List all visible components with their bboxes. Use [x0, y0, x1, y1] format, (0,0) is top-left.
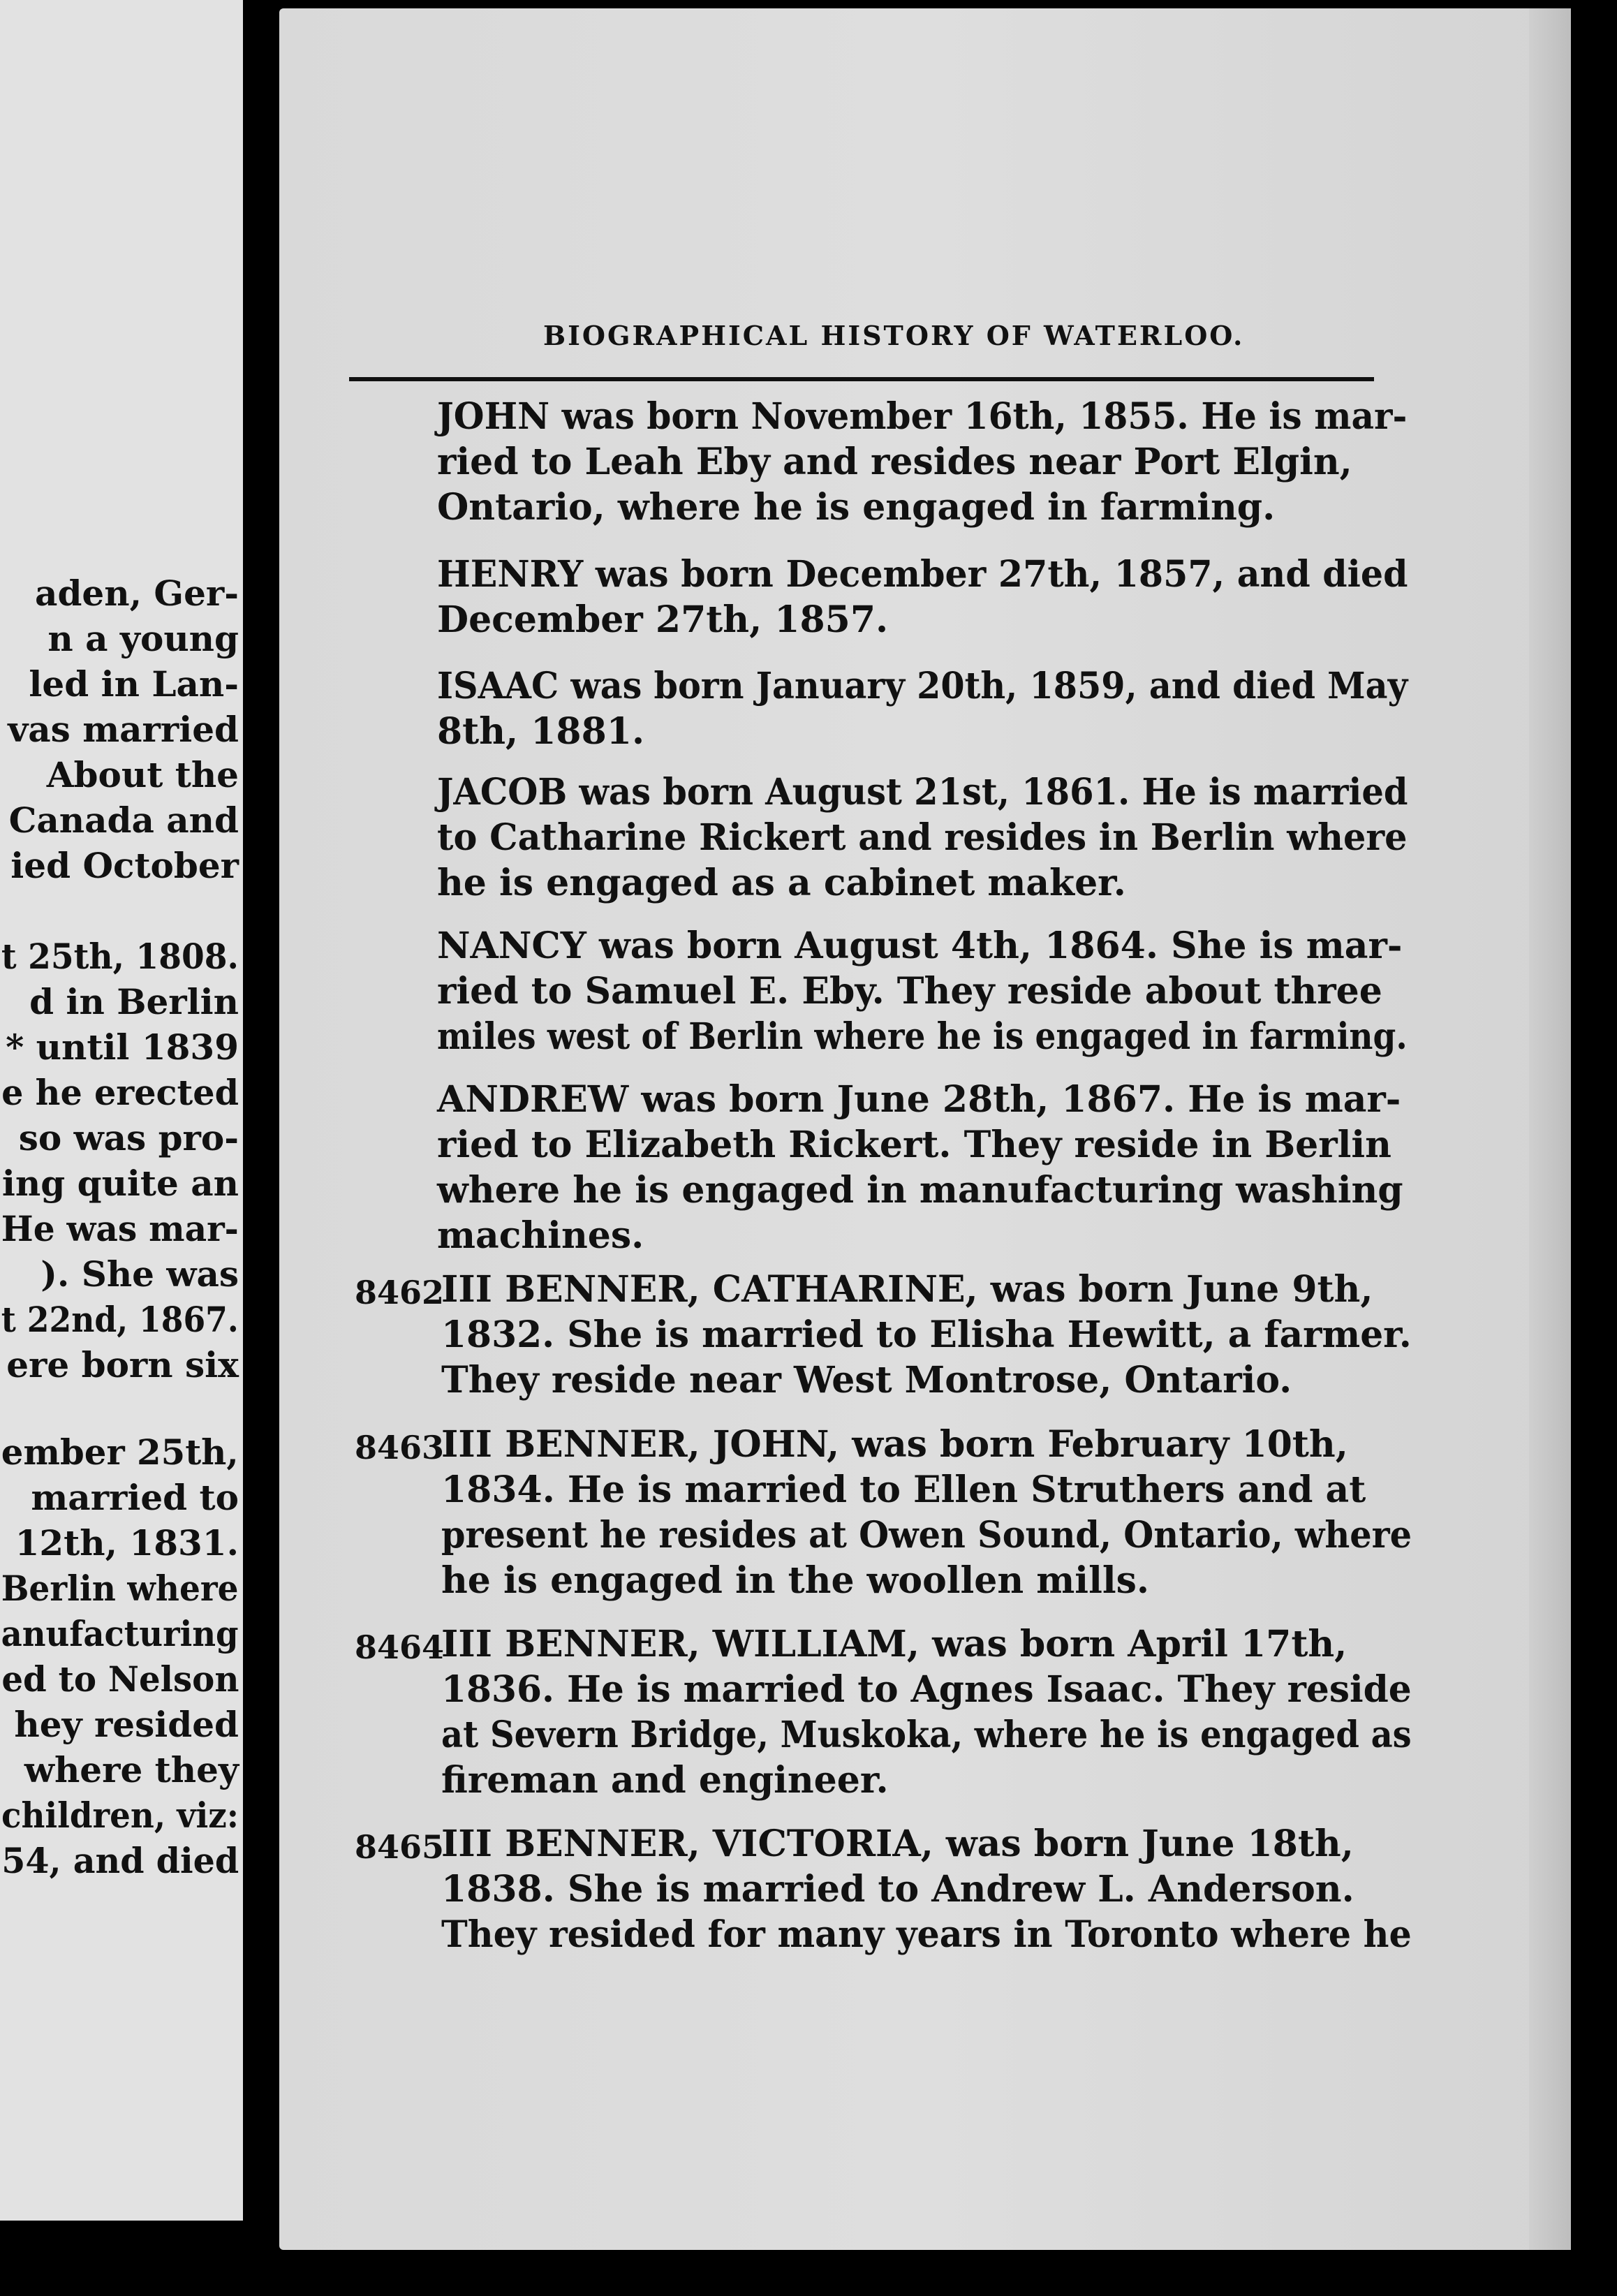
left-page-line: married to — [31, 1477, 239, 1518]
entry-number: 8463 — [355, 1429, 445, 1466]
entry-line: 1832. She is married to Elisha Hewitt, a farmer. — [441, 1313, 1412, 1356]
entry-line: JACOB was born August 21st, 1861. He is married — [437, 771, 1408, 814]
page-edge — [1529, 8, 1571, 2250]
entry-line: fireman and engineer. — [441, 1759, 889, 1802]
left-facing-page — [0, 0, 243, 2221]
entry-line: ISAAC was born January 20th, 1859, and died May — [437, 665, 1408, 707]
entry-line: III BENNER, CATHARINE, was born June 9th, — [441, 1268, 1373, 1311]
left-page-line: ed to Nelson — [1, 1658, 239, 1700]
left-page-line: 12th, 1831. — [15, 1522, 239, 1563]
left-page-line: hey resided — [14, 1704, 239, 1745]
entry-number: 8462 — [355, 1274, 445, 1311]
entry-line: HENRY was born December 27th, 1857, and died — [437, 553, 1408, 596]
entry-line: at Severn Bridge, Muskoka, where he is engaged as — [441, 1714, 1412, 1756]
left-page-line: ing quite an — [1, 1163, 239, 1204]
left-page-line: ). She was — [40, 1253, 239, 1295]
entry-line: 1838. She is married to Andrew L. Anderson. — [441, 1868, 1354, 1911]
left-page-line: 54, and died — [1, 1840, 239, 1881]
left-page-line: He was mar- — [1, 1208, 239, 1249]
left-page-line: ere born six — [6, 1344, 239, 1385]
left-page-line: aden, Ger- — [35, 573, 239, 614]
entry-line: where he is engaged in manufacturing washing — [437, 1169, 1403, 1212]
entry-line: ried to Samuel E. Eby. They reside about three — [437, 970, 1382, 1013]
entry-line: he is engaged in the woollen mills. — [441, 1559, 1149, 1602]
left-page-line: Berlin where — [1, 1568, 239, 1609]
left-page-line: d in Berlin — [29, 981, 239, 1022]
header-rule — [349, 377, 1374, 381]
entry-line: he is engaged as a cabinet maker. — [437, 862, 1126, 904]
entry-line: 1836. He is married to Agnes Isaac. They reside — [441, 1668, 1412, 1711]
left-page-line: n a young — [47, 618, 239, 659]
left-page-line: vas married — [8, 709, 239, 750]
entry-line: machines. — [437, 1214, 644, 1257]
left-page-line: so was pro- — [18, 1117, 239, 1158]
entry-line: ried to Leah Eby and resides near Port Elgin, — [437, 441, 1352, 483]
entry-line: Ontario, where he is engaged in farming. — [437, 486, 1276, 529]
entry-line: III BENNER, VICTORIA, was born June 18th, — [441, 1823, 1354, 1865]
running-head: BIOGRAPHICAL HISTORY OF WATERLOO. — [543, 320, 1245, 351]
entry-line: present he resides at Owen Sound, Ontario, where — [441, 1514, 1412, 1557]
left-page-line: Canada and — [8, 800, 239, 841]
left-page-line: children, viz: — [1, 1795, 239, 1836]
left-page-line: ember 25th, — [1, 1432, 239, 1473]
entry-line: December 27th, 1857. — [437, 598, 889, 641]
entry-line: miles west of Berlin where he is engaged in farming. — [437, 1015, 1408, 1058]
left-page-line: where they — [24, 1749, 239, 1790]
entry-line: to Catharine Rickert and resides in Berlin where — [437, 816, 1408, 859]
entry-line: NANCY was born August 4th, 1864. She is mar- — [437, 925, 1403, 967]
entry-line: They reside near West Montrose, Ontario. — [441, 1359, 1292, 1401]
left-page-line: t 25th, 1808. — [1, 936, 239, 977]
entry-line: JOHN was born November 16th, 1855. He is mar- — [437, 395, 1408, 438]
entry-line: They resided for many years in Toronto where he — [441, 1913, 1412, 1956]
entry-number: 8464 — [355, 1628, 445, 1666]
left-page-line: e he erected — [1, 1072, 239, 1113]
left-page-line: * until 1839 — [6, 1026, 239, 1068]
entry-line: III BENNER, WILLIAM, was born April 17th, — [441, 1623, 1348, 1665]
left-page-line: led in Lan- — [29, 663, 239, 705]
left-page-line: ied October — [10, 845, 239, 886]
left-page-line: About the — [46, 754, 239, 795]
entry-line: ANDREW was born June 28th, 1867. He is mar- — [437, 1078, 1401, 1121]
left-page-line: t 22nd, 1867. — [1, 1299, 239, 1340]
entry-number: 8465 — [355, 1828, 445, 1866]
entry-line: III BENNER, JOHN, was born February 10th, — [441, 1423, 1348, 1466]
entry-line: 8th, 1881. — [437, 710, 645, 753]
entry-line: ried to Elizabeth Rickert. They reside in Berlin — [437, 1124, 1391, 1166]
entry-line: 1834. He is married to Ellen Struthers and at — [441, 1469, 1366, 1511]
book-gutter — [243, 0, 279, 2296]
left-page-line: anufacturing — [1, 1613, 239, 1654]
